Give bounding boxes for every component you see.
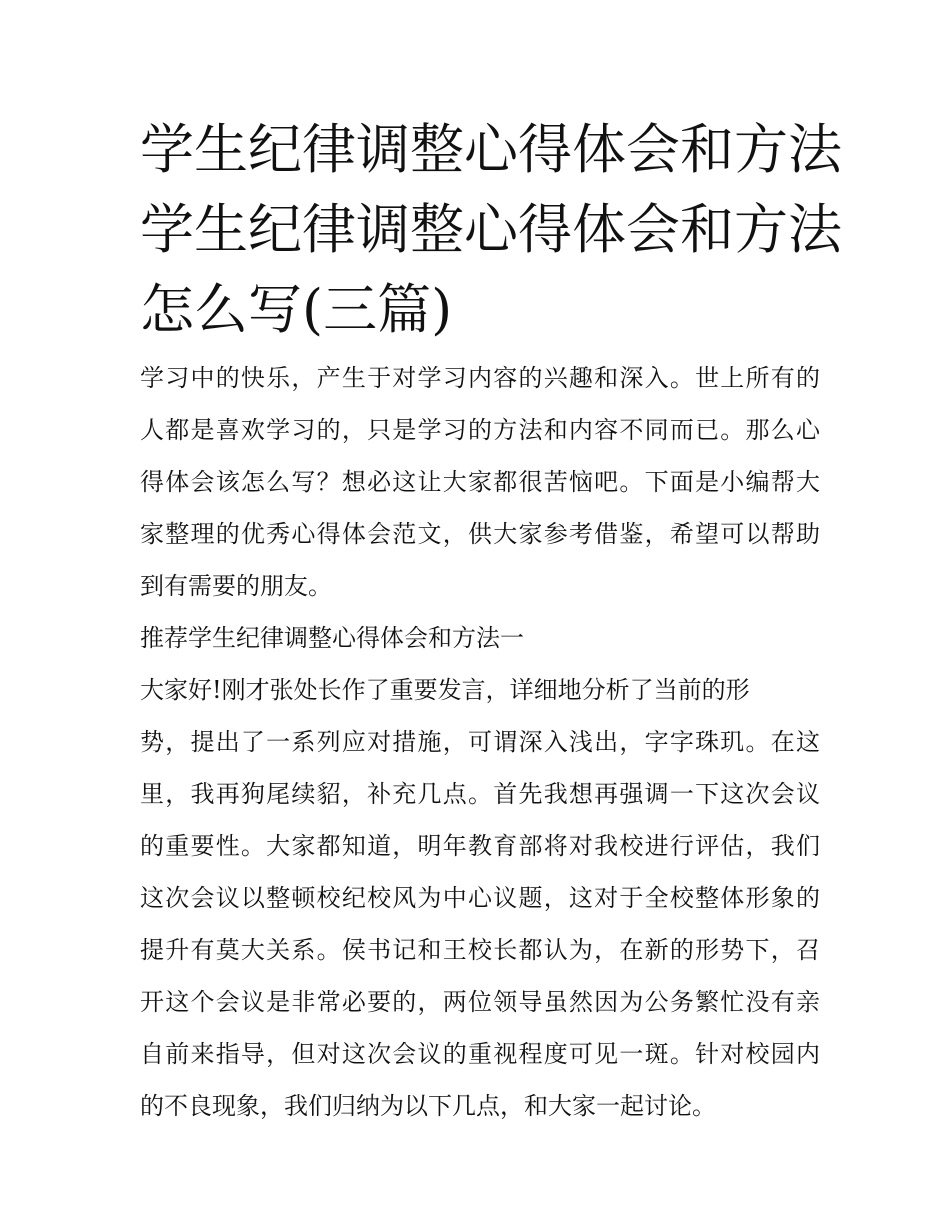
section-line-9: 的不良现象，我们归纳为以下几点，和大家一起讨论。 <box>140 1092 716 1120</box>
section-line-5: 这次会议以整顿校纪校风为中心议题，这对于全校整体形象的 <box>140 884 820 912</box>
section-line-1: 大家好!刚才张处长作了重要发言，详细地分析了当前的形 <box>140 676 750 704</box>
intro-line-1: 学习中的快乐，产生于对学习内容的兴趣和深入。世上所有的 <box>140 364 820 392</box>
section-line-3: 里，我再狗尾续貂，补充几点。首先我想再强调一下这次会议 <box>140 780 820 808</box>
title-line-3: 怎么写(三篇) <box>140 278 453 341</box>
section-line-8: 自前来指导，但对这次会议的重视程度可见一斑。针对校园内 <box>140 1040 820 1068</box>
intro-line-3: 得体会该怎么写？想必这让大家都很苦恼吧。下面是小编帮大 <box>140 468 820 496</box>
title-line-1: 学生纪律调整心得体会和方法 <box>140 118 842 181</box>
section-heading: 推荐学生纪律调整心得体会和方法一 <box>140 624 524 652</box>
section-line-4: 的重要性。大家都知道，明年教育部将对我校进行评估，我们 <box>140 832 820 860</box>
intro-line-5: 到有需要的朋友。 <box>140 572 332 600</box>
title-line-2: 学生纪律调整心得体会和方法 <box>140 198 842 261</box>
section-line-6: 提升有莫大关系。侯书记和王校长都认为，在新的形势下，召 <box>140 936 820 964</box>
document-title <box>140 110 842 350</box>
document-body <box>140 352 820 1132</box>
intro-line-4: 家整理的优秀心得体会范文，供大家参考借鉴，希望可以帮助 <box>140 520 820 548</box>
intro-line-2: 人都是喜欢学习的，只是学习的方法和内容不同而已。那么心 <box>140 416 820 444</box>
section-line-2: 势，提出了一系列应对措施，可谓深入浅出，字字珠玑。在这 <box>140 728 820 756</box>
section-line-7: 开这个会议是非常必要的，两位领导虽然因为公务繁忙没有亲 <box>140 988 820 1016</box>
